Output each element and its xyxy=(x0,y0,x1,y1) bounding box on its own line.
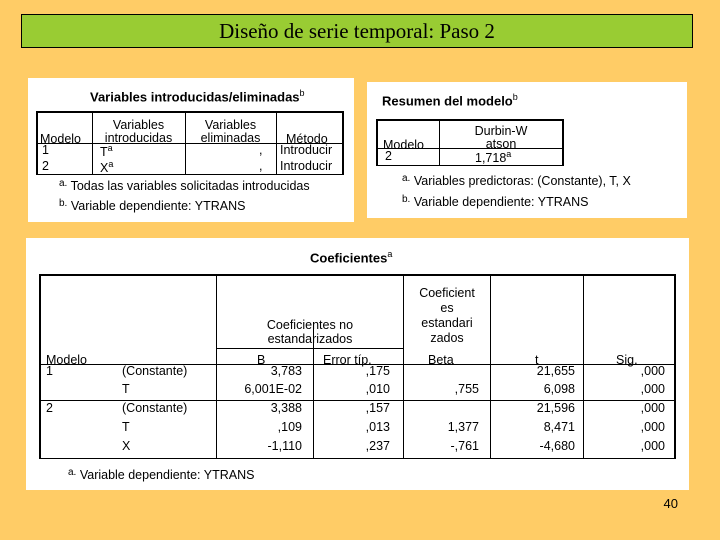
coef-hdr-unstandardized: Coeficientes no estandarizados xyxy=(266,318,354,346)
coef-col-error: Error típ. xyxy=(323,353,372,367)
vars-row1-metodo: Introducir xyxy=(280,143,333,157)
coef-col-sig: Sig. xyxy=(616,353,638,367)
summary-row-modelo: 2 xyxy=(385,149,392,163)
coef-col-beta: Beta xyxy=(428,353,454,367)
coef-col-t: t xyxy=(535,353,539,367)
vars-note-a: $^{a.}$ Todas las variables solicitadas introducidas xyxy=(59,178,310,193)
summary-note-a: $^{a.}$ Variables predictoras: (Constante), T, X xyxy=(402,173,631,188)
summary-row-dw: 1,718$^a$ xyxy=(475,149,512,166)
vars-col-eliminadas: Variables eliminadas xyxy=(200,118,261,145)
coef-col-modelo: Modelo xyxy=(46,353,87,367)
vars-col-metodo: Método xyxy=(286,132,328,146)
summary-note-b: $^{b.}$ Variable dependiente: YTRANS xyxy=(402,194,589,209)
summary-table-title: Resumen del modelo$^b$ xyxy=(382,92,518,109)
coefficients-table-title: Coeficientes$^a$ xyxy=(310,249,393,266)
coef-note-a: $^{a.}$ Variable dependiente: YTRANS xyxy=(68,467,255,482)
vars-row2-introducidas: $X^a$ xyxy=(100,159,114,176)
vars-row1-introducidas: $T^a$ xyxy=(100,143,113,160)
vars-col-introducidas: Variables introducidas xyxy=(104,118,173,145)
vars-note-b: $^{b.}$ Variable dependiente: YTRANS xyxy=(59,198,246,213)
coef-col-b: B xyxy=(257,353,266,367)
summary-table-panel xyxy=(367,82,687,218)
slide-title: Diseño de serie temporal: Paso 2 xyxy=(21,14,693,48)
variables-table-panel xyxy=(28,78,354,222)
vars-row1-modelo: 1 xyxy=(42,143,49,157)
summary-col-modelo: Modelo xyxy=(383,138,424,152)
vars-col-modelo: Modelo xyxy=(40,132,81,146)
vars-row2-eliminadas: , xyxy=(259,159,263,173)
coef-hdr-standardized: Coeficient es estandari zados xyxy=(419,286,475,345)
vars-row1-eliminadas: , xyxy=(259,143,263,157)
summary-col-dw: Durbin-W atson xyxy=(474,124,528,151)
page-number: 40 xyxy=(663,496,678,511)
vars-row2-metodo: Introducir xyxy=(280,159,333,173)
coefficients-table-panel: Coeficientes$^a$ Coeficientes no estandarizados Coeficient es estandari zados Modelo B Error típ. Beta t Sig. 1 (Constante) 3,783 ,175 21,655 ,000 T 6,001E-02 ,010 ,755 6,098 ,000 2 (Constante) 3,388 ,157 21,596 ,000 T ,109 ,013 1,377 8,471 ,000 X -1,110 ,237 -,761 -4,680 ,000 $^{a.}$ Variable dependiente: YTRANS xyxy=(26,238,689,490)
vars-row2-modelo: 2 xyxy=(42,159,49,173)
variables-table-title: Variables introducidas/eliminadas$^b$ xyxy=(90,88,305,105)
